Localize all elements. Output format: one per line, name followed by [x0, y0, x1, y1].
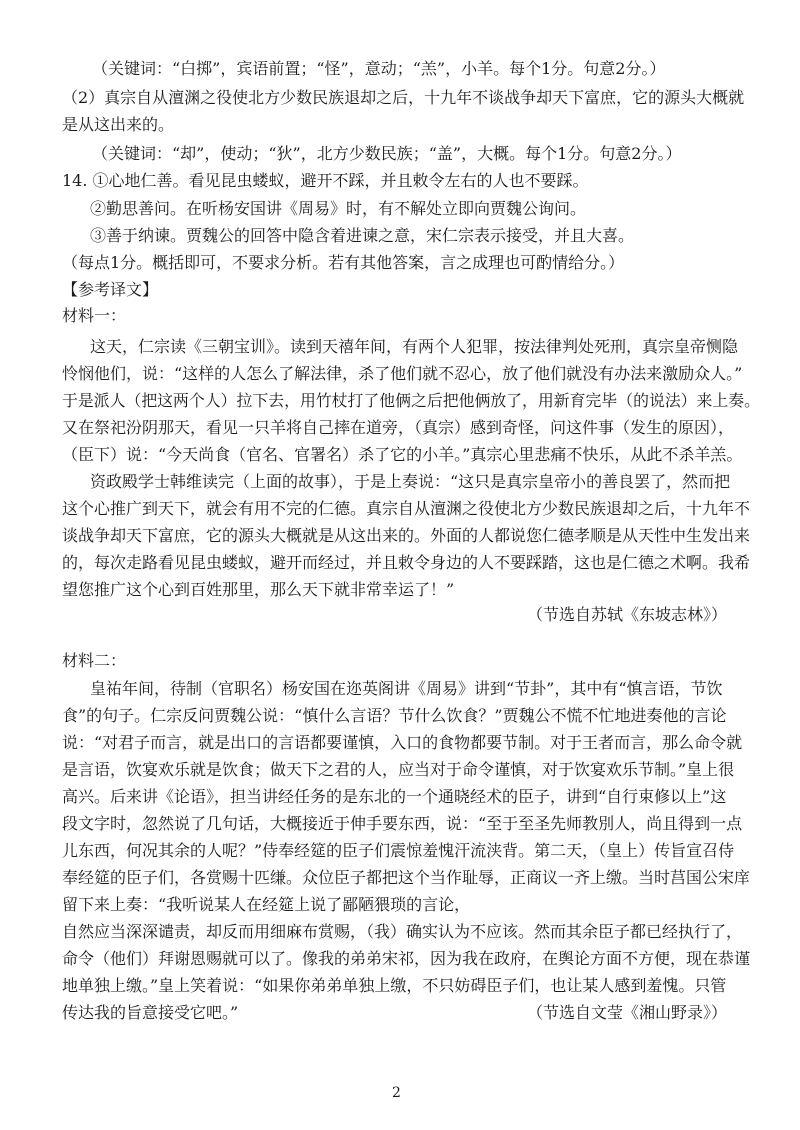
material-two-line: 高兴。后来讲《论语》，担当讲经任务的是东北的一个通晓经术的臣子，讲到“自行束修以上”这 [62, 787, 727, 806]
material-one-line: 这个心推广到天下，就会有用不完的仁德。真宗自从澶渊之役使北方少数民族退却之后，十九年不 [62, 499, 751, 518]
material-two-line: 是言语，饮宴欢乐就是饮食；做天下之君的人，应当对于命令谨慎，对于饮宴欢乐节制。”皇上很 [62, 760, 735, 779]
answer-line-2: （2）真宗自从澶渊之役使北方少数民族退却之后，十九年不谈战争却天下富庶，它的源头大概就 [62, 88, 745, 107]
material-two-line: 留下来上奏：“我听说某人在经筵上说了鄙陋猥琐的言论， [62, 895, 471, 914]
material-one-line: 的，每次走路看见昆虫蝼蚁，避开而经过，并且敕令身边的人不要踩踏，这也是仁德之术啊。我希 [62, 553, 751, 572]
material-one-line: 于是派人（把这两个人）拉下去，用竹杖打了他俩之后把他俩放了，用新育完毕（的说法）来上奏。 [62, 391, 761, 410]
answer-line-1: （关键词：“白掷”，宾语前置；“怪”，意动；“羔”，小羊。每个1分。句意2分。） [92, 59, 666, 78]
answer-line-8: （每点1分。概括即可，不要求分析。若有其他答案，言之成理也可酌情给分。） [62, 253, 625, 272]
material-one-label: 材料一： [62, 306, 127, 325]
material-two-line: 食”的句子。仁宗反问贾魏公说：“慎什么言语？节什么饮食？”贾魏公不慌不忙地进奏他的言论 [62, 706, 727, 725]
material-two-line: 说：“对君子而言，就是出口的言语都要谨慎，入口的食物都要节制。对于王者而言，那么命令就 [62, 733, 743, 752]
page-number: 2 [392, 1085, 401, 1101]
material-two-line: 奉经筵的臣子们，各赏赐十匹缣。众位臣子都把这个当作耻辱，正商议一齐上缴。当时莒国公宋庠 [62, 868, 751, 887]
material-one-line: 谈战争却天下富庶，它的源头大概就是从这出来的。外面的人都说您仁德孝顺是从天性中生发出来 [62, 526, 751, 545]
material-two-line: 皇祐年间，待制（官职名）杨安国在迩英阁讲《周易》讲到“节卦”，其中有“慎言语，节饮 [90, 679, 723, 698]
answer-line-4: （关键词：“却”，使动；“狄”，北方少数民族；“盖”，大概。每个1分。句意2分。） [92, 144, 682, 163]
material-two-label: 材料二： [62, 651, 127, 670]
material-two-line: 命令（他们）拜谢恩赐就可以了。像我的弟弟宋祁，因为我在政府，在舆论方面不方便，现在恭谨 [62, 949, 751, 968]
answer-line-6: ②勤思善问。在听杨安国讲《周易》时，有不解处立即向贾魏公询问。 [90, 199, 587, 218]
material-one-line: 这天，仁宗读《三朝宝训》。读到天禧年间，有两个人犯罪，按法律判处死刑，真宗皇帝恻隐 [90, 337, 739, 356]
material-one-line: 资政殿学士韩维读完（上面的故事），于是上奏说：“这只是真宗皇帝小的善良罢了，然而把 [90, 472, 731, 491]
reference-translation-heading: 【参考译文】 [62, 280, 159, 299]
material-two-line: 儿东西，何况其余的人呢？”侍奉经筵的臣子们震惊羞愧汗流浃背。第二天，（皇上）传旨宣召侍 [62, 841, 735, 860]
material-one-source: （节选自苏轼《东坡志林》） [527, 605, 728, 624]
material-one-line: 望您推广这个心到百姓那里，那么天下就非常幸运了！” [62, 580, 455, 599]
answer-line-5: 14. ①心地仁善。看见昆虫蝼蚁，避开不踩，并且敕令左右的人也不要踩。 [62, 171, 589, 190]
material-two-line: 段文字时，忽然说了几句话，大概接近于伸手要东西，说：“至于至圣先师教別人，尚且得到一点 [62, 814, 743, 833]
material-two-line: 传达我的旨意接受它吧。” [62, 1003, 239, 1022]
material-one-line: 怜悯他们，说：“这样的人怎么了解法律，杀了他们就不忍心，放了他们就没有办法来激励众人。” [62, 364, 743, 383]
material-one-line: （臣下）说：“今天尚食（官名、官署名）杀了它的小羊。”真宗心里悲痛不快乐，从此不杀羊羔。 [62, 445, 743, 464]
material-two-line: 自然应当深深谴责，却反而用细麻布赏赐，（我）确实认为不应该。然而其余臣子都已经执行了， [62, 922, 743, 941]
answer-line-7: ③善于纳谏。贾魏公的回答中隐含着进谏之意，宋仁宗表示接受，并且大喜。 [90, 226, 635, 245]
material-two-line: 地单独上缴。”皇上笑着说：“如果你弟弟单独上缴，不只妨碍臣子们，也让某人感到羞愧。只管 [62, 976, 727, 995]
material-two-source: （节选自文莹《湘山野录》） [527, 1003, 728, 1022]
answer-line-3: 是从这出来的。 [62, 115, 175, 134]
material-one-line: 又在祭祀汾阴那天，看见一只羊将自己摔在道旁，（真宗）感到奇怪，问这件事（发生的原因）， [62, 418, 735, 437]
